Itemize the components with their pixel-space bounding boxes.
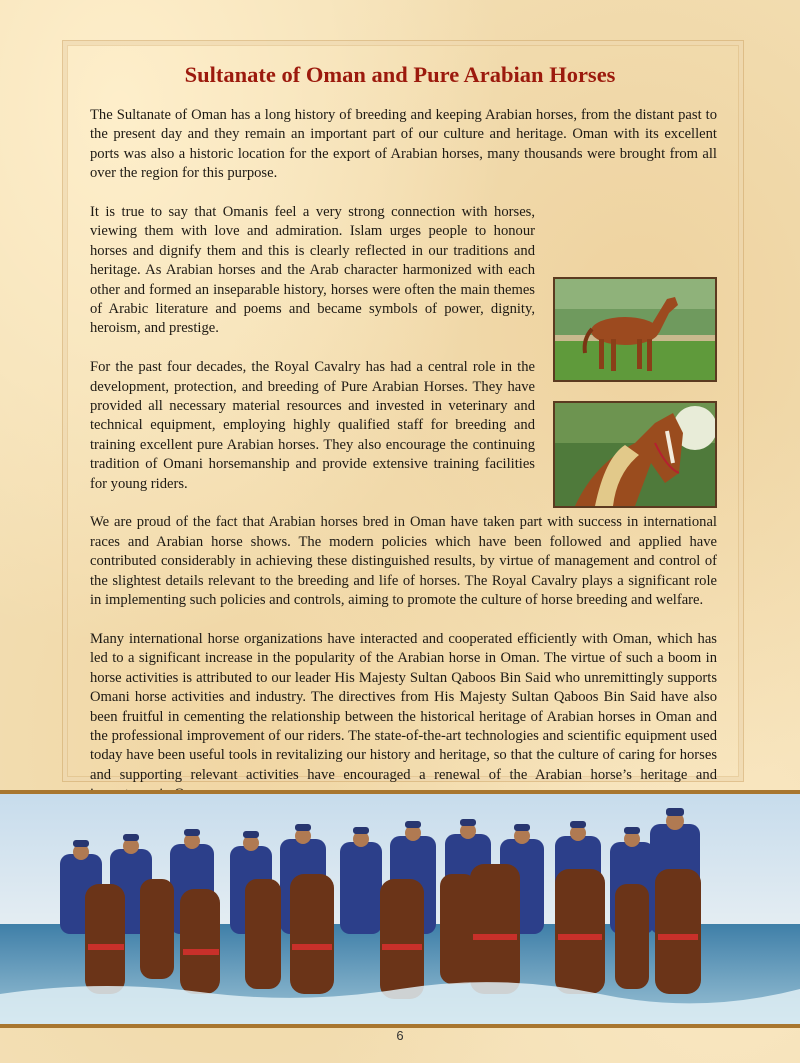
horse-head-photo xyxy=(553,401,717,508)
page-number: 6 xyxy=(396,1028,404,1043)
horse-standing-photo xyxy=(553,277,717,382)
cavalry-riders-photo xyxy=(0,790,800,1028)
paragraph-3: For the past four decades, the Royal Cavalry has had a central role in the development, protection, and breeding of Pure Arabian Horses. They have provided all necessary material resources and invested in veterinary and technical equipment, employing highly qualified staff for breeding and training excellent pure Arabian horses. They also encourage the continuing tradition of Omani horsemanship and provide extensive training facilities for young riders. xyxy=(90,359,535,492)
paragraph-1: The Sultanate of Oman has a long history of breeding and keeping Arabian horses, from the distant past to the present day and they remain an important part of our culture and heritage. Oman with its excellent ports was also a historic location for the export of Arabian horses, many thousands were brought from all over the region for this purpose. xyxy=(90,107,717,182)
paragraph-5: Many international horse organizations have interacted and cooperated efficiently with Oman, which has led to a significant increase in the popularity of the Arabian horse in Oman. The virtue of such a boom in horse activities is attributed to our leader His Majesty Sultan Qaboos Bin Said who unremittingly supports Omani horse activities and industry. The directives from His Majesty Sultan Qaboos Bin Said have also been fruitful in cementing the relationship between the historical heritage of Arabian horses in Oman and the professional improvement of our riders. The state-of-the-art technologies and scientific equipment used today have been useful tools in revitalizing our history and heritage, so that the culture of caring for horses and supporting relevant activities have encouraged a renewal of the Arabian horse’s heritage and xyxy=(90,630,717,783)
page-title: Sultanate of Oman and Pure Arabian Horses xyxy=(184,62,616,87)
photo-column xyxy=(547,277,717,511)
paragraph-4: We are proud of the fact that Arabian horses bred in Oman have taken part with success in international races and Arabian horse shows. The modern policies which have been followed and applied have contributed considerably in achieving these distinguished results, by virtue of management and control of the slightest details relevant to the breeding and life of horses. The Royal Cavalry plays a significant role in implementing such policies and controls, aiming to promote the culture of horse breeding and welfare. xyxy=(90,514,717,609)
article-body xyxy=(90,106,717,824)
paragraph-2: It is true to say that Omanis feel a very strong connection with horses, viewing them with love and admiration. Islam urges people to honour horses and dignify them and this is clearly reflected in our traditions and heritage. As Arabian horses and the Arab character harmonized with each other and formed an inseparable history, horses were often the main themes of Arabic literature and poems and became symbols of power, dignity, heroism, and prestige. xyxy=(90,204,535,337)
